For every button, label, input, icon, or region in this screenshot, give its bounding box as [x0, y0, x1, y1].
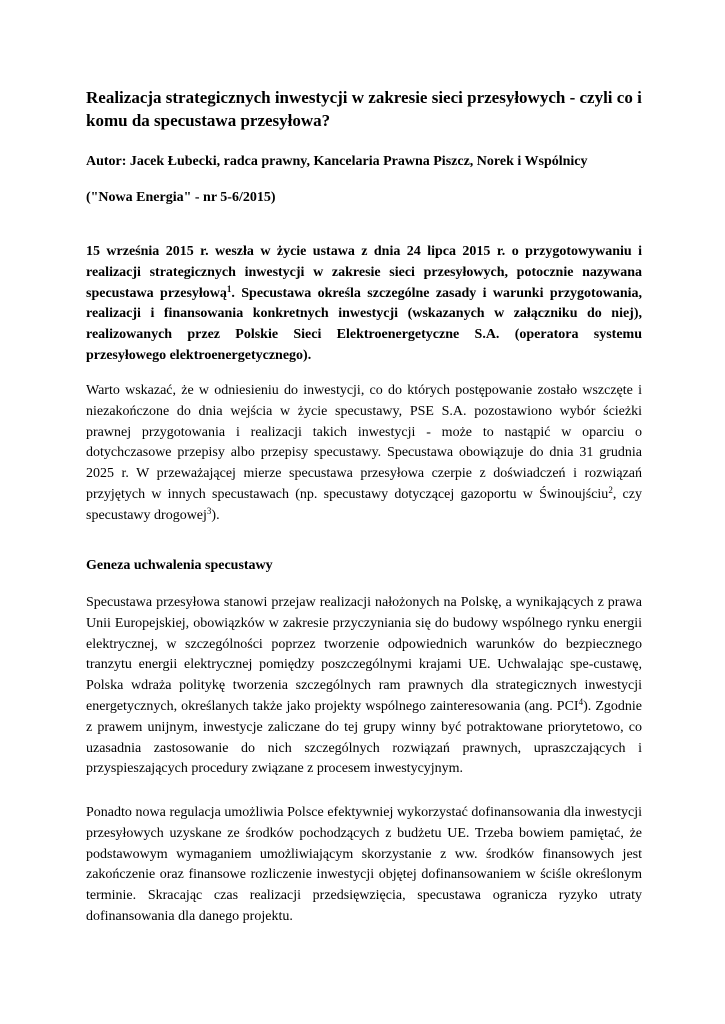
paragraph-2-text-1: Warto wskazać, że w odniesieniu do inwestycji, co do których postępowanie zostało wszczęte i niezakończone do dnia wejścia w życie specustawy, PSE S.A. pozostawiono wybór ścieżki prawnej przygotowania i realizacji takich inwestycji - może to nastąpić w oparciu o dotychczasowe przepisy albo przepisy specustawy. Specustawa obowiązuje do dnia 31 grudnia 2025 r. W przeważającej mierze specustawa przesyłowa czerpie z doświadczeń i rozwiązań przyjętych w innych specustawach (np. specustawy dotyczącej gazoportu w Świnoujściu — [86, 383, 642, 502]
paragraph-3-text-1: Specustawa przesyłowa stanowi przejaw realizacji nałożonych na Polskę, a wynikających z prawa Unii Europejskiej, obowiązków w zakresie przyczyniania się do budowy wspólnego rynku energii elektrycznej, w szczególności poprzez tworzenie odpowiednich warunków do bezpiecznego tranzytu energii elektrycznej pomiędzy poszczególnymi krajami UE. Uchwalając spe-custawę, Polska wdraża politykę tworzenia szczególnych ram prawnych dla strategicznych inwestycji energetycznych, określanych także jako projekty wspólnego zainteresowania (ang. PCI — [86, 595, 642, 714]
footnote-ref-2: 2 — [608, 484, 613, 495]
paragraph-3-text-2: ). Zgodnie z prawem unijnym, inwestycje zaliczane do tej grupy winny być potraktowane priorytetowo, co uzasadnia zastosowanie do nich szczególnych rozwiązań prawnych, upraszczających i przyspieszających procedury związane z procesem inwestycyjnym. — [86, 698, 642, 777]
paragraph-4: Ponadto nowa regulacja umożliwia Polsce efektywniej wykorzystać dofinansowania dla inwestycji przesyłowych uzyskane ze środków pochodzących z budżetu UE. Trzeba bowiem pamiętać, że podstawowym wymaganiem umożliwiającym skorzystanie z ww. środków finansowych jest zakończenie oraz finansowe rozliczenie inwestycji objętej dofinansowaniem w ściśle określonym terminie. Skracając czas realizacji przedsięwzięcia, specustawa ogranicza ryzyko utraty dofinansowania dla danego projektu. — [86, 805, 642, 924]
paragraph-2-text-3: ). — [211, 507, 220, 523]
section-heading: Geneza uchwalenia specustawy — [86, 558, 273, 573]
footnote-ref-3: 3 — [206, 505, 212, 516]
intro-paragraph — [86, 242, 642, 367]
footnote-ref-1: 1 — [226, 283, 232, 294]
document-title: Realizacja strategicznych inwestycji w zakresie sieci przesyłowych - czyli co i komu da specustawa przesyłowa? — [86, 88, 642, 130]
footnote-ref-4: 4 — [578, 696, 584, 707]
author-line: Autor: Jacek Łubecki, radca prawny, Kancelaria Prawna Piszcz, Norek i Wspólnicy — [86, 154, 588, 169]
paragraph-2-text-2: , czy specustawy drogowej — [86, 486, 642, 523]
paragraph-2 — [86, 381, 642, 527]
paragraph-3 — [86, 593, 642, 780]
intro-text-2: . Specustawa określa szczególne zasady i warunki przygotowania, realizacji i finansowania konkretnych inwestycji (wskazanych w załączniku do niej), realizowanych przez Polskie Sieci Elektroenergetyczne S.A. (operatora systemu przesyłowego elektroenergetycznego). — [86, 285, 642, 363]
intro-text-1: 15 września 2015 r. weszła w życie ustawa z dnia 24 lipca 2015 r. o przygotowywaniu i realizacji strategicznych inwestycji w zakresie sieci przesyłowych, potocznie nazywana specustawa przesyłową — [86, 244, 642, 301]
source-citation: ("Nowa Energia" - nr 5-6/2015) — [86, 190, 276, 205]
